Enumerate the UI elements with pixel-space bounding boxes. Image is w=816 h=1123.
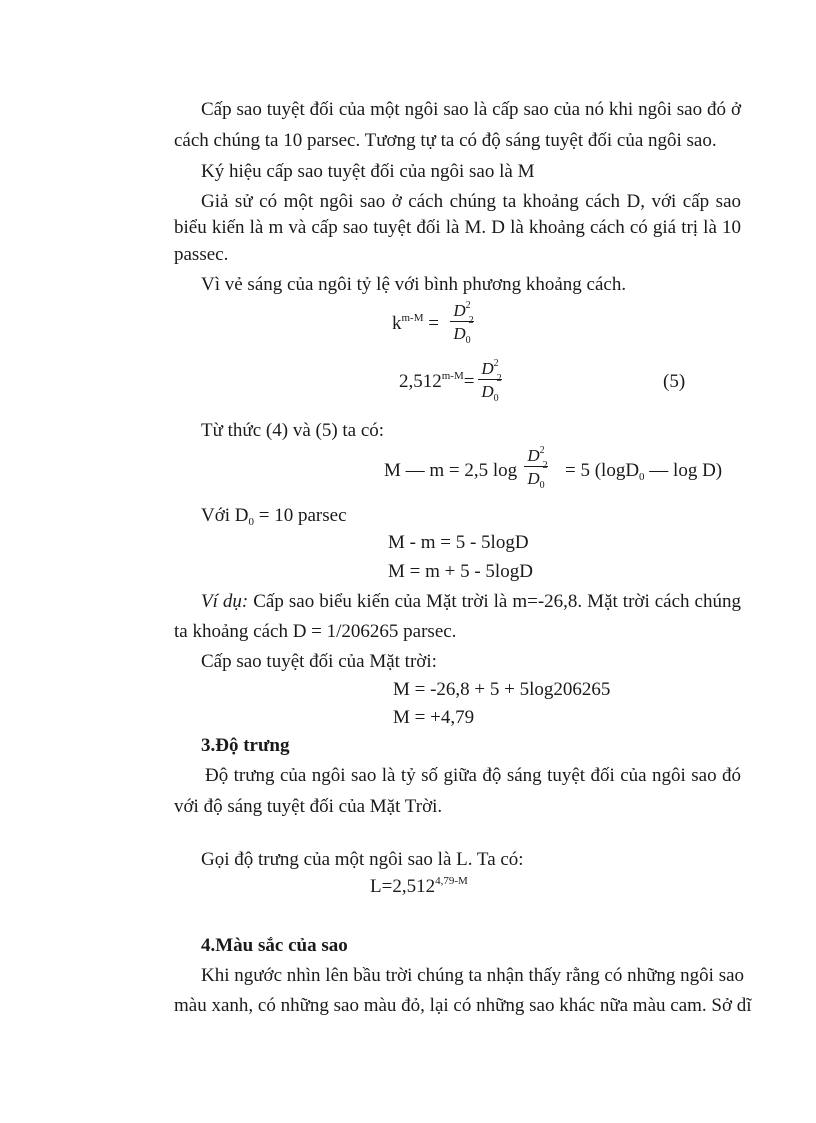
paragraph-example-line2: ta khoảng cách D = 1/206265 parsec. (174, 621, 457, 642)
paragraph-sun-absolute: Cấp sao tuyệt đối của Mặt trời: (201, 651, 437, 672)
paragraph-assumption-line2: biểu kiến là m và cấp sao tuyệt đối là M. D là khoảng cách có giá trị là 10 (174, 217, 741, 238)
paragraph-assumption-line1: Giả sử có một ngôi sao ở cách chúng ta khoảng cách D, với cấp sao (201, 191, 741, 212)
paragraph-absolute-magnitude-line1: Cấp sao tuyệt đối của một ngôi sao là cấp sao của nó khi ngôi sao đó ở (201, 99, 741, 120)
equation-distance-modulus-rhs: = 5 (logD$_0$ — log D) (565, 460, 723, 483)
heading-star-color: 4.Màu sắc của sao (201, 935, 348, 956)
paragraph-example-line1: Ví dụ: Cấp sao biểu kiến của Mặt trời là m=-26,8. Mặt trời cách chúng (201, 591, 741, 612)
paragraph-symbol: Ký hiệu cấp sao tuyệt đối của ngôi sao là M (201, 161, 535, 182)
equation-luminosity: $L=2,512^{4,79-M}$ (370, 875, 468, 897)
paragraph-from-formulas: Từ thức (4) và (5) ta có: (201, 420, 385, 441)
equation-distance-modulus-fraction: $D^2$ $D_0$ 2 (524, 447, 548, 487)
paragraph-luminosity-line1: Độ trưng của ngôi sao là tỷ số giữa độ sáng tuyệt đối của ngôi sao đó (205, 765, 741, 786)
equation-m-minus: M - m = 5 - 5logD (388, 532, 529, 553)
example-label: Ví dụ: (201, 591, 249, 612)
paragraph-luminosity-symbol: Gọi độ trưng của một ngôi sao là L. Ta có: (201, 849, 524, 870)
equation-5-fraction: $D^2$ $D_0$ 2 (478, 360, 502, 400)
paragraph-star-color-line1: Khi ngước nhìn lên bầu trời chúng ta nhận thấy rằng có những ngôi sao (201, 965, 745, 986)
heading-luminosity: 3.Độ trưng (201, 735, 290, 756)
equation-sun-result: M = +4,79 (393, 707, 475, 728)
equation-k: $k^{m-M}$ = (392, 312, 439, 334)
paragraph-luminosity-line2: với độ sáng tuyệt đối của Mặt Trời. (174, 796, 443, 817)
equation-distance-modulus-lhs: M — m = 2,5 log (384, 460, 518, 481)
paragraph-assumption-line3: passec. (174, 244, 229, 265)
equation-k-fraction: $D^2$ $D_0$ 2 (450, 302, 474, 342)
paragraph-with-d0: Với $D_0 = 10$ parsec (201, 505, 347, 528)
equation-5: $2,512^{m-M}=$ (399, 370, 475, 392)
equation-m-plus: M = m + 5 - 5logD (388, 561, 533, 582)
paragraph-star-color-line2: màu xanh, có những sao màu đỏ, lại có những sao khác nữa màu cam. Sở dĩ (174, 995, 752, 1016)
equation-5-number: (5) (663, 371, 686, 392)
paragraph-absolute-magnitude-line2: cách chúng ta 10 parsec. Tương tự ta có độ sáng tuyệt đối của ngôi sao. (174, 130, 717, 151)
paragraph-brightness: Vì vẻ sáng của ngôi tỷ lệ với bình phương khoảng cách. (201, 274, 627, 295)
equation-sun-magnitude: M = -26,8 + 5 + 5log206265 (393, 679, 611, 700)
